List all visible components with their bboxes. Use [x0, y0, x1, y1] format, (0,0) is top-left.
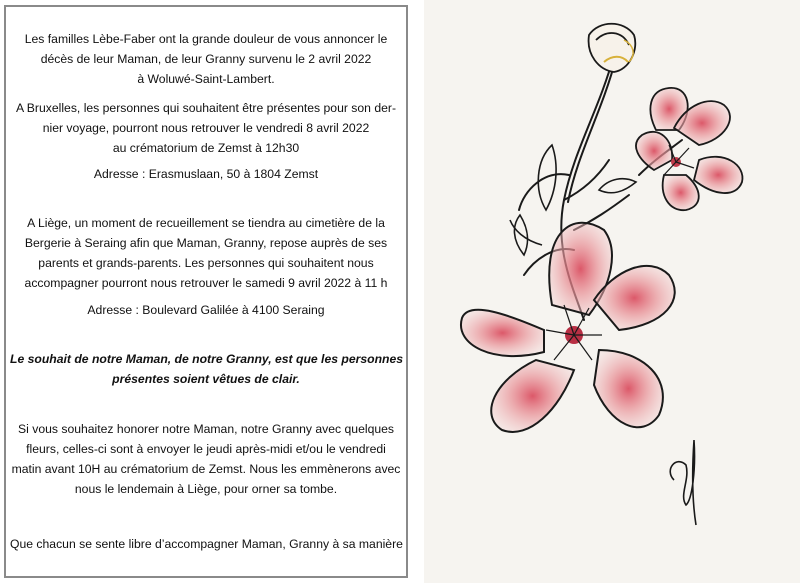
brussels-address-text: Adresse : Erasmuslaan, 50 à 1804 Zemst: [93, 167, 319, 181]
brussels-paragraph: [10, 98, 402, 158]
flowers-line: Si vous souhaitez honorer notre Maman, notre Granny avec quelques: [18, 422, 394, 436]
brussels-line: nier voyage, pourront nous retrouver le vendredi 8 avril 2022: [42, 121, 370, 135]
flower-bud: [589, 24, 636, 72]
liege-line: A Liège, un moment de recueillement se tiendra au cimetière de la: [27, 216, 385, 230]
brussels-line: au crématorium de Zemst à 12h30: [112, 141, 300, 155]
wish-line: Le souhait de notre Maman, de notre Granny, est que les personnes: [10, 352, 404, 366]
announcement-card: [4, 5, 408, 578]
intro-line: décès de leur Maman, de leur Granny survenu le 2 avril 2022: [40, 52, 372, 66]
large-blossom: [461, 223, 675, 432]
artist-signature: [670, 440, 696, 525]
liege-line: parents et grands-parents. Les personnes qui souhaitent nous: [38, 256, 374, 270]
intro-line: à Woluwé-Saint-Lambert.: [137, 72, 275, 86]
brussels-line: A Bruxelles, les personnes qui souhaitent être présentes pour son der-: [15, 101, 397, 115]
flowers-paragraph: [10, 419, 402, 499]
intro-line: Les familles Lèbe-Faber ont la grande douleur de vous annoncer le: [24, 32, 388, 46]
wish-line: présentes soient vêtues de clair.: [112, 372, 300, 386]
liege-line: accompagner pourront nous retrouver le samedi 9 avril 2022 à 11 h: [24, 276, 388, 290]
cherry-blossom-drawing: [424, 0, 800, 583]
intro-paragraph: [10, 29, 402, 89]
closing-line: [10, 534, 402, 554]
liege-address-text: Adresse : Boulevard Galilée à 4100 Seraing: [87, 303, 325, 317]
flower-illustration: [424, 0, 800, 583]
liege-paragraph: [10, 213, 402, 293]
closing-text: Que chacun se sente libre d’accompagner Maman, Granny à sa manière: [10, 537, 403, 551]
liege-line: Bergerie à Seraing afin que Maman, Granny, repose auprès de ses: [24, 236, 388, 250]
brussels-address: [10, 164, 402, 184]
flowers-line: fleurs, celles-ci sont à envoyer le jeudi après-midi et/ou le vendredi: [26, 442, 386, 456]
wish-paragraph: [10, 349, 402, 389]
flowers-line: nous le lendemain à Liège, pour orner sa tombe.: [74, 482, 338, 496]
small-blossom: [636, 88, 742, 210]
flowers-line: matin avant 10H au crématorium de Zemst. Nous les emmènerons avec: [11, 462, 401, 476]
liege-address: [10, 300, 402, 320]
